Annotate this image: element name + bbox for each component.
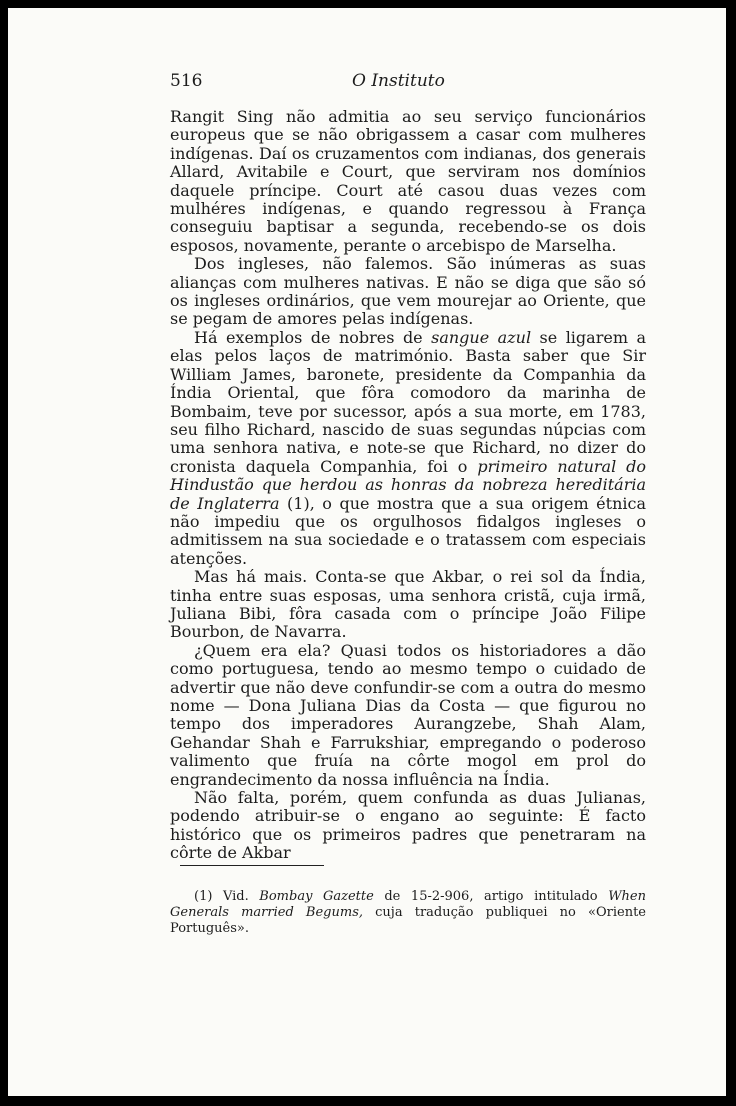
text-run: ¿Quem era ela? Quasi todos os historiadores a dão como portuguesa, tendo ao mesmo tempo o cuidado de advertir que não deve confundir-se com a outra do mesmo nome — Dona Juliana Dias da Costa — que figurou no tempo dos imperadores Aurangzebe, Shah Alam, Gehandar Shah e Farrukshiar, empregando o poderoso valimento que fruía na côrte mogol em prol do engrandecimento da nossa influência na Índia. bbox=[170, 640, 646, 789]
footnote bbox=[170, 889, 646, 937]
paragraph bbox=[170, 789, 646, 863]
text-run: Não falta, porém, quem confunda as duas Julianas, podendo atribuir-se o engano ao seguinte: É facto histórico que os primeiros padres que penetraram na côrte de Akbar bbox=[170, 788, 646, 863]
paragraph bbox=[170, 568, 646, 642]
paragraph bbox=[170, 108, 646, 255]
text-run: Há exemplos de nobres de bbox=[194, 327, 432, 347]
italic-text: sangue azul bbox=[431, 327, 532, 347]
book-page bbox=[8, 8, 726, 1096]
text-run: se ligarem a elas pelos laços de matrimónio. Basta saber que Sir William James, baronete, presidente da Companhia da Índia Oriental, que fôra comodoro da marinha de Bombaim, teve por sucessor, após a sua morte, em 1783, seu filho Richard, nascido de suas segundas núpcias com uma senhora nativa, e note-se que Richard, no dizer do cronista daquela Companhia, foi o bbox=[170, 327, 647, 476]
text-run: Rangit Sing não admitia ao seu serviço funcionários europeus que se não obrigassem a casar com mulheres indígenas. Daí os cruzamentos com indianas, dos generais Allard, Avitabile e Court, que serviram nos domínios daquele príncipe. Court até casou duas vezes com mulhéres indígenas, e quando regressou à França conseguiu baptisar a segunda, recebendo-se os dois esposos, novamente, perante o arcebispo de Marselha. bbox=[170, 107, 646, 255]
text-run: cuja tradução publiquei no «Oriente Português». bbox=[170, 905, 646, 936]
text-run: Dos ingleses, não falemos. São inúmeras as suas alianças com mulheres nativas. E não se diga que são só os ingleses ordinários, que vem mourejar ao Oriente, que se pegam de amores pelas indígenas. bbox=[170, 254, 646, 329]
paragraph bbox=[170, 255, 646, 329]
italic-text: primeiro natural do Hindustão que herdou as honras da nobreza hereditária de Inglaterra bbox=[170, 456, 646, 513]
paragraph bbox=[170, 329, 646, 568]
paragraph bbox=[170, 642, 646, 789]
text-run: de 15-2-906, artigo intitulado bbox=[373, 889, 609, 904]
page-header bbox=[170, 71, 650, 97]
text-run: Mas há mais. Conta-se que Akbar, o rei sol da Índia, tinha entre suas esposas, uma senhora cristã, cuja irmã, Juliana Bibi, fôra casada com o príncipe João Filipe Bourbon, de Navarra. bbox=[170, 567, 646, 642]
page-number: 516 bbox=[170, 71, 203, 91]
text-run: (1) Vid. bbox=[194, 889, 260, 904]
body-text bbox=[170, 108, 646, 863]
italic-text: Bombay Gazette bbox=[259, 889, 374, 904]
footnote-divider bbox=[180, 865, 324, 866]
italic-text: When Generals married Begums, bbox=[170, 889, 646, 920]
text-run: (1), o que mostra que a sua origem étnica não impediu que os orgulhosos fidalgos ingleses o admitissem na sua sociedade e o tratassem com especiais atenções. bbox=[170, 493, 646, 568]
running-title: O Instituto bbox=[352, 71, 445, 91]
